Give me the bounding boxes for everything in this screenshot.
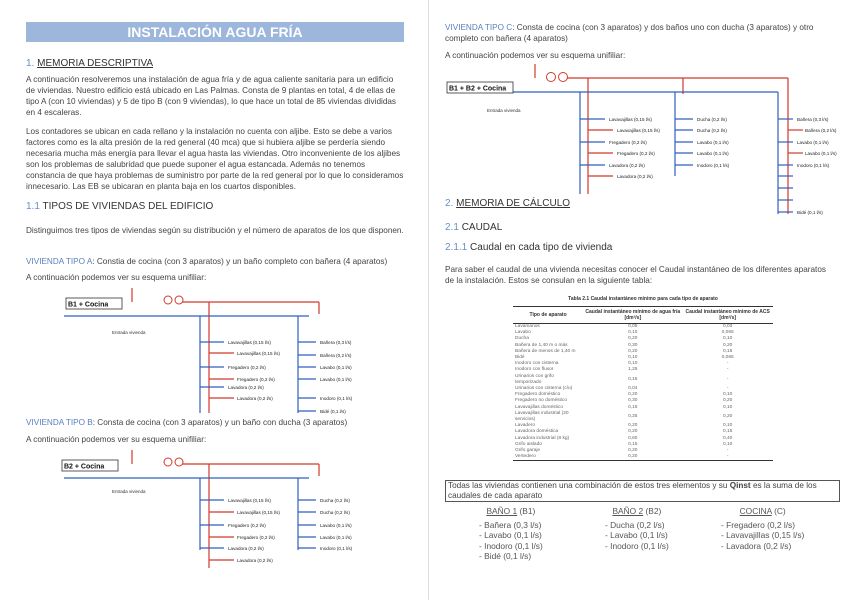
table-cell: 0,20 — [723, 398, 733, 404]
category-item: - Fregadero (0,2 l/s) — [721, 519, 796, 530]
category-tag: (C) — [774, 506, 786, 516]
note-text-end: es la suma de los caudales de cada aparato — [448, 481, 817, 500]
table-header: Caudal instantáneo mínimo de ACS [dm³/s] — [682, 307, 773, 324]
diagram-b-right-label: Inodoro (0,1 l/s) — [320, 546, 353, 551]
table-cell: 0,10 — [723, 423, 733, 429]
diagram-a-left-label: Fregadero (0,2 l/s) — [237, 377, 275, 382]
table-cell: Lavadora doméstica — [515, 429, 559, 435]
diagram-c-left-label: Lavavajillas (0,15 l/s) — [609, 117, 652, 122]
diagram-type-b — [54, 450, 374, 570]
type-b-line — [26, 417, 416, 428]
category-title: BAÑO 1 — [486, 506, 518, 516]
table-header: Tipo de aparato — [513, 307, 583, 324]
table-cell: Grifo garaje — [515, 448, 541, 454]
diagram-c-mid-label: Lavabo (0,1 l/s) — [697, 140, 729, 145]
table-cell: 0,40 — [723, 435, 733, 441]
paragraph-intro: A continuación resolveremos una instalación de agua fría y de agua caliente sanitaria para un edificio de viviendas. Nuestro edificio está ubicado en Las Palmas. Consta de 9 plantas en total, 4 de ellas de tipo A (con 10 viviendas) y 5 de tipo B (con 9 viviendas), lo que hace un total de 85 viviendas divididas en 4 escaleras. — [26, 75, 397, 117]
table-cell: 0,20 — [628, 336, 638, 342]
section-2-1-1-heading — [445, 242, 612, 253]
category-tag: (B1) — [519, 506, 536, 516]
table-body — [513, 324, 773, 461]
diagram-c-right-label: Lavabo (0,1 l/s) — [797, 140, 829, 145]
table-cell: Inodoro con fluxor — [515, 367, 554, 373]
diagram-c-header: B1 + B2 + Cocina — [449, 85, 507, 93]
category-tag: (B2) — [645, 506, 662, 516]
table-cell: Inodoro con cisterna — [515, 361, 559, 367]
table-cell: Fregadero doméstico — [515, 392, 561, 398]
section-title: MEMORIA DESCRIPTIVA — [37, 58, 154, 69]
table-cell: Lavamanos — [515, 324, 540, 329]
paragraph-types: Distinguimos tres tipos de viviendas según su distribución y el número de aparatos de los que disponen. — [26, 226, 404, 235]
table-row — [513, 374, 773, 386]
table-cell: Bañera de 1,40 m o más — [515, 342, 568, 348]
section-number: 1. — [26, 58, 35, 69]
table-cell: - — [726, 376, 729, 382]
category-item: - Lavadora (0,2 l/s) — [721, 540, 792, 551]
table-cell: - — [726, 448, 729, 454]
table-cell: - — [726, 386, 729, 392]
diagram-b-left-label: Fregadero (0,2 l/s) — [237, 535, 275, 540]
flow-table — [513, 296, 773, 461]
table-cell: 0,20 — [628, 392, 638, 398]
section-title: CAUDAL — [461, 222, 503, 233]
type-a-line — [26, 256, 416, 267]
diagram-b-right-label: Ducha (0,2 l/s) — [320, 498, 350, 503]
table-cell: Bidé — [515, 355, 525, 361]
table-cell: 0,065 — [721, 355, 734, 361]
table-cell: 0,15 — [723, 348, 733, 354]
diagram-b-left-label: Lavadora (0,2 l/s) — [237, 558, 273, 563]
section-1-1-heading — [26, 201, 213, 212]
table-cell: 0,20 — [723, 413, 733, 419]
diagram-b-left-label: Lavavajillas (0,15 l/s) — [237, 510, 280, 515]
table-cell: - — [682, 454, 773, 461]
table-cell: Bañera de menos de 1,40 m — [515, 348, 576, 354]
diagram-a-right-label: Lavabo (0,1 l/s) — [320, 377, 352, 382]
diagram-c-mid-label: Inodoro (0,1 l/s) — [697, 163, 730, 168]
table-cell: 0,30 — [628, 342, 638, 348]
note-box — [445, 480, 840, 502]
table-cell: 0,05 — [628, 324, 638, 329]
table-cell: Lavabo — [515, 330, 531, 336]
type-a-label: VIVIENDA TIPO A — [26, 257, 93, 266]
category-cocina — [721, 506, 804, 551]
section-1-heading — [26, 58, 153, 69]
diagram-b-left-label: Lavavajillas (0,15 l/s) — [228, 498, 271, 503]
table-row — [513, 411, 773, 423]
table-cell: Lavavajillas industrial (20 servicios) — [515, 410, 569, 423]
table-cell: Lavavajillas doméstico — [515, 404, 563, 410]
diagram-c-right-label: Bañera (0,2 l/s) — [805, 128, 837, 133]
table-cell: Fregadero no doméstico — [515, 398, 567, 404]
diagram-a-left-label: Fregadero (0,2 l/s) — [228, 365, 266, 370]
diagram-a-right-label: Bañera (0,2 l/s) — [320, 353, 352, 358]
diagram-b-right-label: Ducha (0,2 l/s) — [320, 510, 350, 515]
table-cell: Lavadero — [515, 423, 536, 429]
category-item: - Inodoro (0,1 l/s) — [479, 540, 543, 551]
table-cell: 0,60 — [628, 435, 638, 441]
diagram-c-left-label: Fregadero (0,2 l/s) — [617, 151, 655, 156]
table-cell: 0,10 — [628, 330, 638, 336]
table-cell: 0,15 — [628, 441, 638, 447]
category-bano-2 — [605, 506, 669, 551]
note-bold: Qinst — [729, 481, 751, 490]
table-cell: 0,10 — [723, 404, 733, 410]
note-text: Todas las viviendas contienen una combinación de estos tres elementos y su — [448, 481, 730, 490]
category-title: BAÑO 2 — [612, 506, 644, 516]
diagram-a-right-label: Bidé (0,1 l/s) — [320, 409, 346, 414]
table-row — [513, 324, 773, 331]
table-cell: Grifo aislado — [515, 441, 542, 447]
table-row — [513, 454, 773, 461]
table-cell: Urinarios con grifo temporizado — [515, 373, 554, 385]
category-item: - Ducha (0,2 l/s) — [605, 519, 665, 530]
diagram-b-left-label: Fregadero (0,2 l/s) — [228, 523, 266, 528]
diagram-c-left-label: Fregadero (0,2 l/s) — [609, 140, 647, 145]
table-cell: 0,20 — [628, 448, 638, 454]
category-item: - Lavabo (0,1 l/s) — [605, 530, 668, 540]
category-item: - Lavabo (0,1 l/s) — [479, 530, 542, 540]
section-2-heading — [445, 198, 570, 209]
section-number: 2. — [445, 198, 454, 209]
table-cell: - — [726, 361, 729, 367]
diagram-c-left-label: Lavadora (0,2 l/s) — [617, 174, 653, 179]
diagram-c-mid-label: Lavabo (0,1 l/s) — [697, 151, 729, 156]
table-title: Tabla 2.1 Caudal instantáneo mínimo para cada tipo de aparato — [568, 296, 718, 302]
diagram-c-right-label: Bidé (0,1 l/s) — [797, 210, 823, 215]
section-number: 1.1 — [26, 201, 40, 212]
diagram-a-right-label: Inodoro (0,1 l/s) — [320, 396, 353, 401]
diagram-c-entrada: Entrada vivienda — [487, 108, 521, 113]
table-cell: 0,04 — [628, 386, 638, 392]
scheme-intro-a: A continuación podemos ver su esquema unifiliar: — [26, 273, 207, 282]
table-cell: Urinarios con cisterna (c/u) — [515, 386, 573, 392]
category-item: - Lavavajillas (0,15 l/s) — [721, 530, 805, 540]
table-cell: 0,10 — [628, 361, 638, 367]
diagram-a-right-label: Bañera (0,3 l/s) — [320, 340, 352, 345]
section-title: MEMORIA DE CÁLCULO — [456, 198, 571, 209]
section-title: TIPOS DE VIVIENDAS DEL EDIFICIO — [42, 201, 214, 212]
diagram-b-left-label: Lavadora (0,2 l/s) — [228, 546, 264, 551]
section-number: 2.1.1 — [445, 242, 468, 253]
type-b-label: VIVIENDA TIPO B — [26, 418, 93, 427]
type-a-text: : Constia de cocina (con 3 aparatos) y un baño completo con bañera (4 aparatos) — [92, 257, 388, 266]
table-cell: Lavadora industrial (8 kg) — [515, 435, 570, 441]
diagram-c-mid-label: Ducha (0,2 l/s) — [697, 117, 727, 122]
table-cell: Vertedero — [513, 454, 583, 461]
diagram-a-header: B1 + Cocina — [68, 301, 109, 309]
category-item: - Bidé (0,1 l/s) — [479, 551, 532, 561]
diagram-c-right-label: Lavabo (0,1 l/s) — [805, 151, 837, 156]
diagram-c-left-label: Lavadora (0,2 l/s) — [609, 163, 645, 168]
table-cell: 0,20 — [628, 348, 638, 354]
diagram-b-right-label: Lavabo (0,1 l/s) — [320, 535, 352, 540]
page-banner: INSTALACIÓN AGUA FRÍA — [26, 22, 404, 42]
table-cell: - — [726, 367, 729, 373]
diagram-type-c — [443, 64, 843, 220]
category-item: - Bañera (0,3 l/s) — [479, 519, 542, 530]
table-cell: 0,10 — [723, 336, 733, 342]
table-cell: 0,20 — [628, 423, 638, 429]
table-cell: 0,20 — [628, 429, 638, 435]
table-cell: 0,10 — [723, 392, 733, 398]
table-cell: 0,03 — [723, 324, 733, 329]
table-cell: 0,20 — [723, 342, 733, 348]
diagram-a-left-label: Lavadora (0,2 l/s) — [237, 396, 273, 401]
diagram-a-left-label: Lavadora (0,2 l/s) — [228, 385, 264, 390]
table-cell: 0,30 — [628, 398, 638, 404]
table-cell: 0,065 — [721, 330, 734, 336]
table-cell: 0,20 — [583, 454, 682, 461]
scheme-intro-b: A continuación podemos ver su esquema unifiliar: — [26, 435, 207, 444]
scheme-intro-c: A continuación podemos ver su esquema unifiliar: — [445, 51, 626, 60]
category-bano-1 — [479, 506, 543, 562]
diagram-a-left-label: Lavavajillas (0,15 l/s) — [228, 340, 271, 345]
table-cell: 0,15 — [723, 429, 733, 435]
diagram-c-left-label: Lavavajillas (0,15 l/s) — [617, 128, 660, 133]
table-cell: 0,15 — [628, 376, 638, 382]
diagram-c-right-label: Bañera (0,3 l/s) — [797, 117, 829, 122]
category-item: - Inodoro (0,1 l/s) — [605, 540, 669, 551]
diagram-c-mid-label: Ducha (0,2 l/s) — [697, 128, 727, 133]
table-header: Caudal instantáneo mínimo de agua fría [dm³/s] — [583, 307, 682, 324]
table-cell: 0,15 — [628, 404, 638, 410]
diagram-a-entrada: Entrada vivienda — [112, 330, 146, 335]
diagram-c-right-label: Inodoro (0,1 l/s) — [797, 163, 830, 168]
section-title: Caudal en cada tipo de vivienda — [470, 242, 613, 253]
diagram-type-a — [54, 288, 374, 418]
diagram-a-left-label: Lavavajillas (0,15 l/s) — [237, 351, 280, 356]
right-column — [428, 0, 848, 600]
diagram-b-header: B2 + Cocina — [64, 463, 105, 471]
table-cell: Ducha — [515, 336, 529, 342]
category-title: COCINA — [739, 506, 772, 516]
type-c-label: VIVIENDA TIPO C — [445, 23, 513, 32]
table-cell: 0,10 — [628, 355, 638, 361]
section-2-1-heading — [445, 222, 502, 233]
table-cell: 0,10 — [723, 441, 733, 447]
type-b-text: : Consta de cocina (con 3 aparatos) y un baño con ducha (3 aparatos) — [92, 418, 348, 427]
diagram-b-entrada: Entrada vivienda — [112, 489, 146, 494]
paragraph-counters: Los contadores se ubican en cada rellano y la instalación no cuenta con aljibe. Esto se debe a varios factores como es la alta presión de la red general (40 mca) que si hubiera aljibe se perdería siendo necesaria mucha más energía para llevar el agua hasta las viviendas. Otro inconveniente de los aljibes son los problemas de salubridad que puede suponer el agua estancada. Además no tenemos constancia de que haya problemas de suministro por parte de la red general por lo que lo consideramos innecesario. Las EB se ubicaran en planta baja en los cuartos disponibles. — [26, 127, 404, 191]
type-c-text: : Consta de cocina (con 3 aparatos) y dos baños uno con ducha (3 aparatos) y otro completo con bañera (4 aparatos) — [445, 23, 814, 43]
section-number: 2.1 — [445, 222, 459, 233]
paragraph-caudal: Para saber el caudal de una vivienda necesitas conocer el Caudal instantáneo de los diferentes aparatos de la instalación. Estos se consulan en la siguiente tabla: — [445, 265, 826, 285]
diagram-a-right-label: Lavabo (0,1 l/s) — [320, 365, 352, 370]
table-cell: 1,25 — [628, 367, 638, 373]
type-c-line — [445, 22, 837, 44]
table-cell: 0,25 — [628, 413, 638, 419]
diagram-b-right-label: Lavabo (0,1 l/s) — [320, 523, 352, 528]
